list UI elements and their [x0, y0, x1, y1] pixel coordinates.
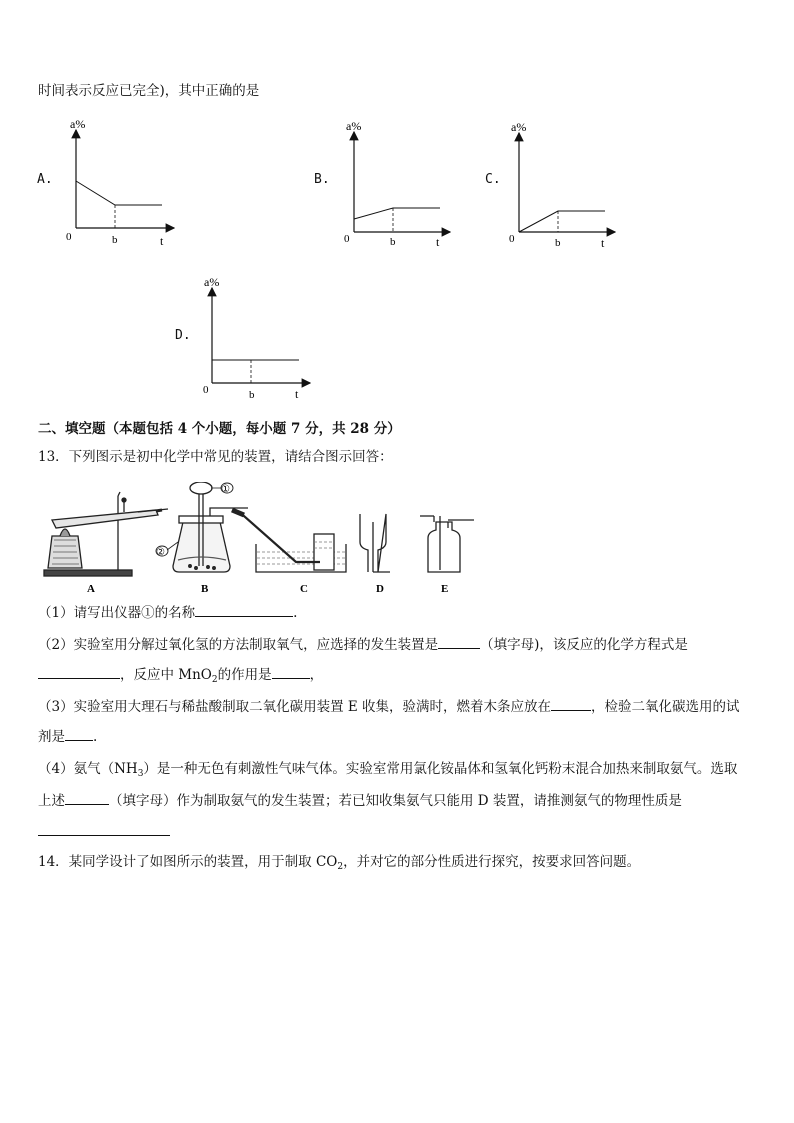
label-c: C — [300, 583, 308, 594]
label-a: A — [87, 583, 95, 594]
q14-text-a: 14．某同学设计了如图所示的装置，用于制取 CO — [38, 854, 338, 870]
x-label: t — [295, 387, 299, 401]
q13-p3-text-b: ，检验二氧化碳选用的试 — [591, 699, 740, 715]
q14-text-b: ，并对它的部分性质进行探究，按要求回答问题。 — [343, 854, 641, 870]
q13-p2-text-b: （填字母)，该反应的化学方程式是 — [480, 637, 688, 653]
x-label: t — [436, 235, 440, 249]
q13-part2-line1 — [38, 635, 688, 654]
q13-p4-text-b: ）是一种无色有刺激性气味气体。实验室常用氯化铵晶体和氢氧化钙粉末混合加热来制取氨气。选取 — [143, 761, 738, 777]
q13-part4-line1 — [38, 760, 737, 778]
y-label: a% — [204, 275, 220, 289]
q13-p2-blank-device — [438, 635, 480, 649]
q13-p2-text-e: ， — [309, 667, 324, 683]
q13-p1-end: . — [293, 605, 298, 621]
q13-p4-blank-property — [38, 822, 170, 836]
q13-p2-blank-role — [272, 665, 310, 679]
q13-part1 — [38, 603, 297, 622]
curve — [76, 181, 162, 205]
q13-p4-blank-device — [65, 791, 109, 805]
marker-1: ① — [221, 484, 230, 495]
graph-b — [338, 116, 458, 250]
q13-stem: 13．下列图示是初中化学中常见的装置，请结合图示回答： — [38, 449, 393, 465]
label-d: D — [376, 583, 384, 594]
apparatus-d — [360, 514, 390, 572]
q13-p2-text-d: 的作用是 — [217, 667, 272, 683]
b-label: b — [390, 236, 396, 248]
q13-p3-text-d: . — [93, 729, 98, 745]
q13-p3-text-c: 剂是 — [38, 729, 65, 745]
option-d-label: D. — [175, 328, 191, 343]
y-label: a% — [70, 117, 86, 131]
q13-p4-subscript: 3 — [137, 769, 144, 779]
apparatus-a — [44, 492, 168, 576]
origin-label: 0 — [66, 231, 72, 243]
apparatus-b — [156, 482, 248, 572]
section-title: 二、填空题（本题包括 4 个小题，每小题 7 分，共 28 分） — [38, 421, 401, 437]
q13-p3-blank-reagent — [65, 727, 93, 741]
q14-stem — [38, 853, 640, 871]
q13-p4-text-c: 上述 — [38, 793, 65, 809]
lab-apparatus-figure — [38, 482, 478, 594]
q13-p2-text-c: ，反应中 MnO — [120, 667, 212, 683]
y-label: a% — [511, 120, 527, 134]
curve — [354, 208, 440, 219]
option-b-label: B. — [314, 172, 330, 187]
graph-c — [503, 117, 623, 251]
q14-subscript: 2 — [337, 862, 344, 872]
marker-2: ② — [156, 547, 165, 558]
q13-p2-blank-equation — [38, 665, 120, 679]
y-label: a% — [346, 119, 362, 133]
q13-p4-text-a: （4）氨气（NH — [38, 761, 138, 777]
graph-d — [196, 270, 316, 404]
b-label: b — [112, 234, 118, 246]
q13-part4-line3 — [38, 822, 170, 841]
label-b: B — [201, 583, 209, 594]
q13-part3-line2 — [38, 727, 97, 746]
q13-p4-text-d: （填字母）作为制取氨气的发生装置；若已知收集氨气只能用 D 装置，请推测氨气的物理性质是 — [109, 793, 682, 809]
apparatus-e — [420, 516, 474, 572]
x-label: t — [601, 236, 605, 250]
q13-p1-blank — [195, 603, 293, 617]
q13-p2-text-a: （2）实验室用分解过氧化氢的方法制取氧气，应选择的发生装置是 — [38, 637, 439, 653]
origin-label: 0 — [203, 384, 209, 396]
q13-part4-line2 — [38, 791, 682, 810]
apparatus-c — [232, 510, 346, 572]
q13-part3-line1 — [38, 697, 740, 716]
q13-p3-blank-position — [551, 697, 591, 711]
curve — [519, 211, 605, 232]
q13-p3-text-a: （3）实验室用大理石与稀盐酸制取二氧化碳用装置 E 收集，验满时，燃着木条应放在 — [38, 699, 552, 715]
q13-p1-text: （1）请写出仪器①的名称 — [38, 605, 196, 621]
graph-a — [60, 114, 180, 248]
question-continuation: 时间表示反应已完全)，其中正确的是 — [38, 83, 260, 99]
b-label: b — [249, 389, 255, 401]
option-a-label: A. — [37, 172, 53, 187]
origin-label: 0 — [344, 233, 350, 245]
x-label: t — [160, 234, 164, 248]
origin-label: 0 — [509, 233, 515, 245]
q13-p2-subscript: 2 — [211, 675, 218, 685]
q13-part2-line2 — [38, 665, 323, 684]
label-e: E — [441, 583, 449, 594]
option-c-label: C. — [485, 172, 501, 187]
b-label: b — [555, 237, 561, 249]
